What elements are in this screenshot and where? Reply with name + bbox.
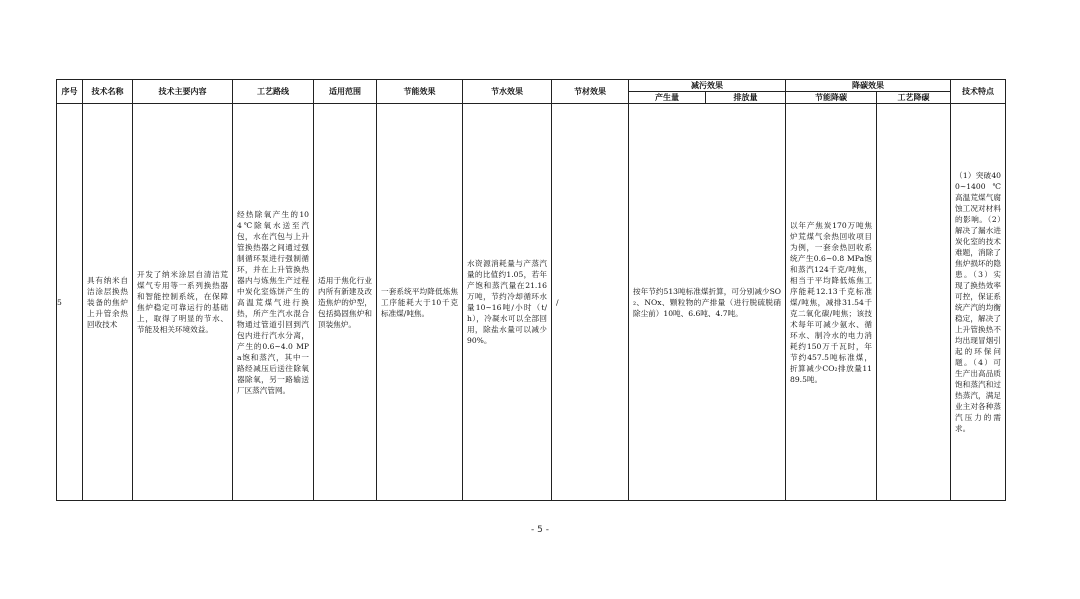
cell-water-wrap: [463, 104, 552, 501]
cell-process: 经热除氧产生的104℃除氧水送至汽包，水在汽包与上升管换热器之间通过强制循环泵进行强制循环，并在上升管换热器内与炼焦生产过程中炭化室炼饼产生的高温荒煤气进行换热，所产生汽水混合物通过管道引回到汽包内进行汽水分离，产生的0.6~4.0 MPa饱和蒸汽，其中一路经减压后送往除氧器除氧，另一路输送厂区蒸汽管网。: [237, 209, 309, 395]
header-seq: 序号: [57, 80, 83, 104]
page-number: - 5 -: [531, 525, 549, 535]
header-pollution: 减污效果: [629, 80, 786, 92]
cell-carbon-energy: 以年产焦炭170万吨焦炉荒煤气余热回收项目为例，一套余热回收系统产生0.6~0.8 MPa饱和蒸汽124千克/吨焦，相当于平均降低炼焦工序能耗12.13千克标准煤/吨焦，减排31.54千克二氧化碳/吨焦；该技术每年可减少氨水、循环水、制冷水的电力消耗约150万千瓦时，年节约457.5吨标准煤，折算减少CO₂排放量1189.5吨。: [790, 220, 872, 384]
cell-pollution: 按年节约513吨标准煤折算，可分别减少SO₂、NOx、颗粒物的产排量（进行脱硫脱硝除尘前）10吨、6.6吨、4.7吨。: [633, 286, 781, 318]
header-scope: 适用范围: [314, 80, 377, 104]
cell-content: 开发了纳米涂层自清洁荒煤气专用等一系列换热器和智能控制系统，在保障焦炉稳定可靠运行的基础上，取得了明显的节水、节能及相关环境效益。: [137, 270, 228, 334]
technology-table: [56, 79, 1006, 501]
header-water: 节水效果: [463, 80, 552, 104]
cell-material-wrap: [552, 104, 629, 501]
header-carbon: 降碳效果: [786, 80, 951, 92]
cell-material: /: [556, 297, 559, 307]
header-content: 技术主要内容: [133, 80, 233, 104]
header-energy: 节能效果: [377, 80, 463, 104]
cell-energy-wrap: [377, 104, 463, 501]
cell-water: 水资源消耗量与产蒸汽量的比值约1.05，若年产饱和蒸汽量在21.16万吨，节约冷却循环水量10~16吨/小时（t/h），冷凝水可以全部回用，除盐水量可以减少90%。: [467, 259, 547, 345]
cell-carbon-energy-wrap: [786, 104, 877, 501]
cell-energy: 一套系统平均降低炼焦工序能耗大于10千克标准煤/吨焦。: [381, 286, 458, 318]
cell-name-wrap: [83, 104, 133, 501]
header-pollution-produce: 产生量: [629, 92, 706, 104]
cell-features: （1）突破400~1400℃高温荒煤气腐蚀工况对材料的影响。（2）解决了漏水进炭化室的技术难题，消除了焦炉损坏的隐患。（3）实现了换热效率可控，保证系统产汽的均衡稳定，解决了上升管换热不均出现冒烟引起的环保问题。（4）可生产出高品质饱和蒸汽和过热蒸汽，满足业主对各种蒸汽压力的需求。: [955, 171, 1001, 433]
cell-scope: 适用于焦化行业内所有新建及改造焦炉的炉型，包括捣固焦炉和顶装焦炉。: [318, 275, 372, 329]
cell-carbon-process-wrap: [877, 104, 951, 501]
cell-features-wrap: [951, 104, 1006, 501]
cell-process-wrap: [233, 104, 314, 501]
cell-content-wrap: [133, 104, 233, 501]
header-pollution-emit: 排放量: [706, 92, 786, 104]
header-features: 技术特点: [951, 80, 1006, 104]
header-material: 节材效果: [552, 80, 629, 104]
cell-carbon-process: [877, 299, 950, 305]
header-carbon-process: 工艺降碳: [877, 92, 951, 104]
header-carbon-energy: 节能降碳: [786, 92, 877, 104]
cell-seq: 5: [57, 104, 83, 501]
cell-pollution-wrap: [629, 104, 786, 501]
table-row: [57, 104, 1006, 501]
cell-scope-wrap: [314, 104, 377, 501]
cell-name: 具有纳米自洁涂层换热装备的焦炉上升管余热回收技术: [87, 275, 128, 329]
header-name: 技术名称: [83, 80, 133, 104]
header-process: 工艺路线: [233, 80, 314, 104]
